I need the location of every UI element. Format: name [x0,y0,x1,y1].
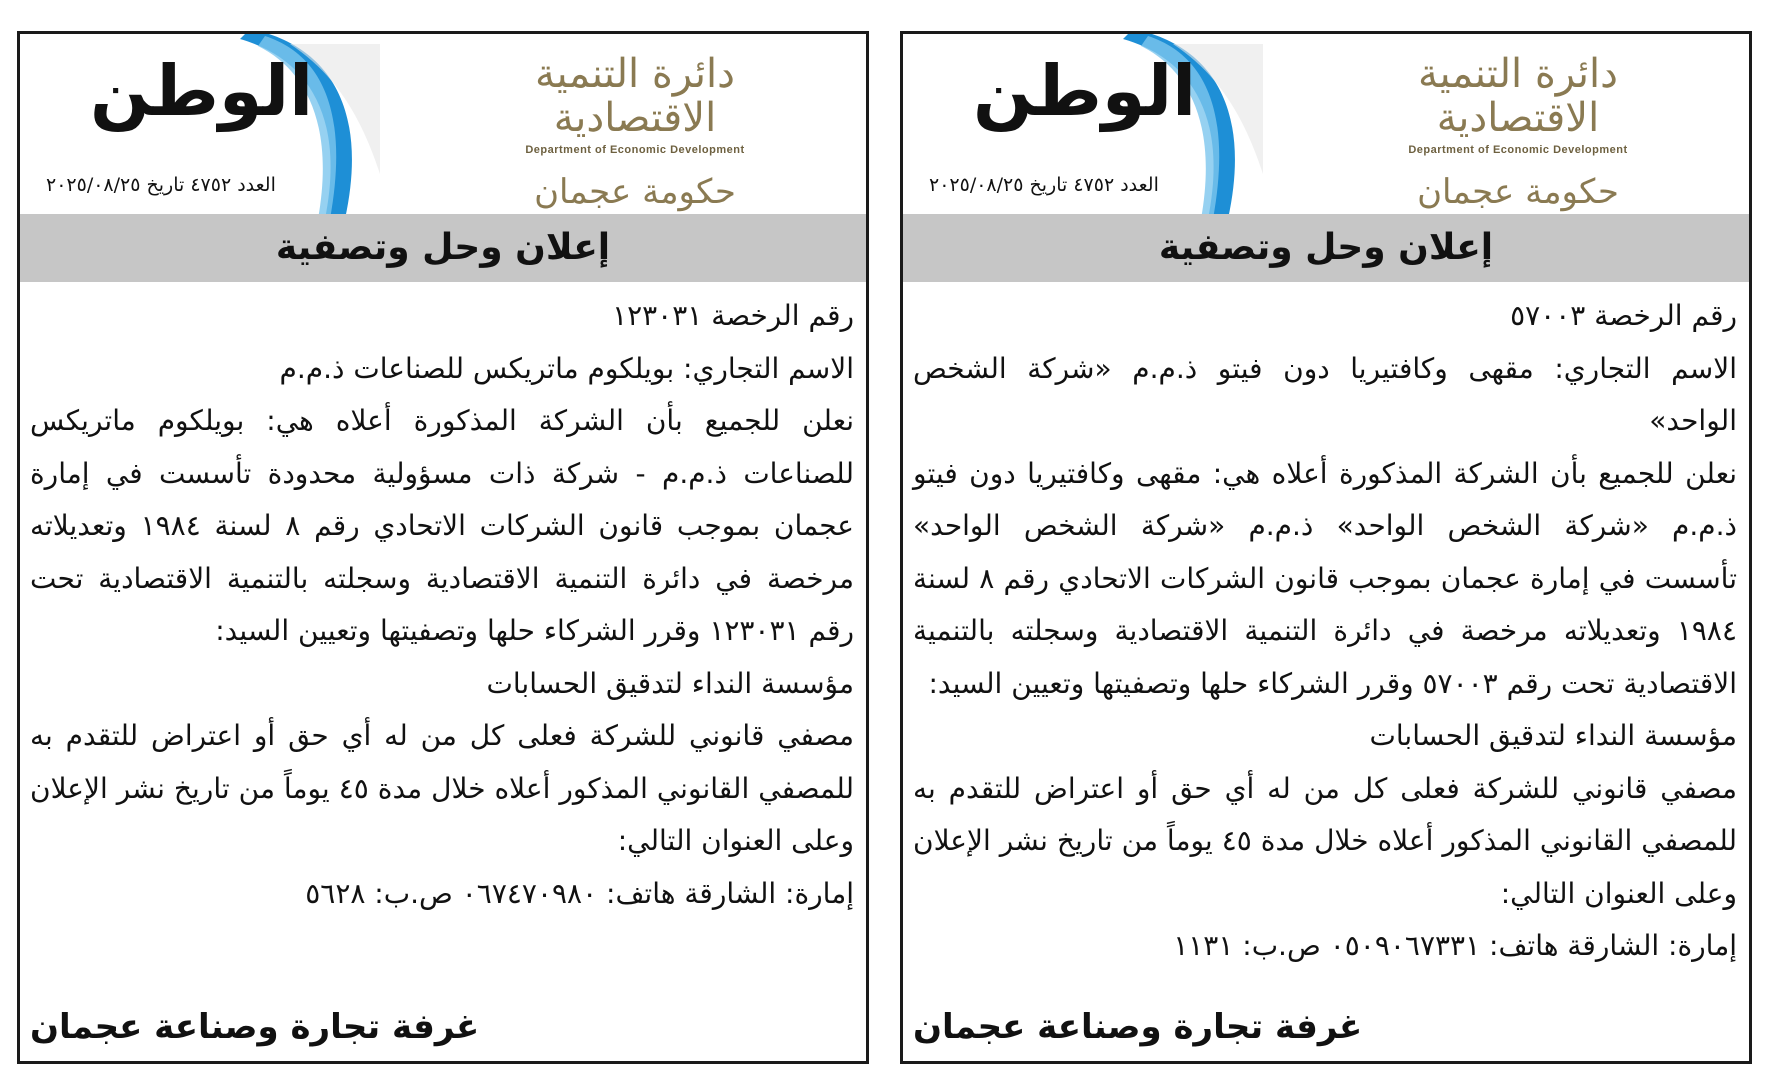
department-name-en: Department of Economic Development [525,144,745,156]
chamber-footer: غرفة تجارة وصناعة عجمان [913,1007,1363,1047]
announcement-paragraph: نعلن للجميع بأن الشركة المذكورة أعلاه هي: بويلكوم ماتريكس للصناعات ذ.م.م - شركة ذات مسؤولية محدودة تأسست في إمارة عجمان بموجب قانون الشركات الاتحادي رقم ٨ لسنة ١٩٨٤ وتعديلاته مرخصة في دائرة التنمية الاقتصادية وسجلته بالتنمية الاقتصادية تحت رقم ١٢٣٠٣١ وقرر الشركاء حلها وتصفيتها وتعيين السيد: [30,404,854,647]
department-name-en: Department of Economic Development [1408,144,1628,156]
alwatan-masthead [40,34,370,214]
notice-title: إعلان وحل وتصفية [1158,227,1494,268]
address-line: إمارة: الشارقة هاتف: ٠٦٧٤٧٠٩٨٠ ص.ب: ٥٦٢٨ [305,876,854,910]
objection-paragraph: مصفي قانوني للشركة فعلى كل من له أي حق أو اعتراض للتقدم به للمصفي القانوني المذكور أعلاه خلال مدة ٤٥ يوماً من تاريخ نشر الإعلان وعلى العنوان التالي: [913,771,1738,910]
license-number: رقم الرخصة ٥٧٠٠٣ [1510,299,1737,332]
license-number: رقم الرخصة ١٢٣٠٣١ [612,299,854,332]
department-name-ar: دائرة التنمية الاقتصادية [1418,51,1618,141]
notice-title-bar [20,214,866,282]
newspaper-name: الوطن [90,50,314,132]
government-emblem [1368,44,1668,212]
trade-name: الاسم التجاري: مقهى وكافتيريا دون فيتو ذ.م.م «شركة الشخص الواحد» [913,351,1737,437]
liquidator-name: مؤسسة النداء لتدقيق الحسابات [486,666,854,700]
notice-card-right [900,31,1752,1064]
notice-header [903,34,1749,214]
announcement-paragraph: نعلن للجميع بأن الشركة المذكورة أعلاه هي: مقهى وكافتيريا دون فيتو ذ.م.م «شركة الشخص الواحد» ذ.م.م «شركة الشخص الواحد» تأسست في إمارة عجمان بموجب قانون الشركات الاتحادي رقم ٨ لسنة ١٩٨٤ وتعديلاته مرخصة في دائرة التنمية الاقتصادية وسجلته بالتنمية الاقتصادية تحت رقم ٥٧٠٠٣ وقرر الشركاء حلها وتصفيتها وتعيين السيد: [913,456,1737,700]
trade-name: الاسم التجاري: بويلكوم ماتريكس للصناعات ذ.م.م [279,351,854,385]
government-name-ar: حكومة عجمان [534,172,736,212]
notice-title: إعلان وحل وتصفية [275,227,611,268]
alwatan-masthead [923,34,1253,214]
address-line: إمارة: الشارقة هاتف: ٠٥٠٩٠٦٧٣٣١ ص.ب: ١١٣١ [1173,929,1737,962]
government-name-ar: حكومة عجمان [1417,172,1619,212]
notice-header [20,34,866,214]
newspaper-name: الوطن [973,50,1197,132]
notice-title-bar [903,214,1749,282]
notice-body [913,290,1737,973]
objection-paragraph: مصفي قانوني للشركة فعلى كل من له أي حق أو اعتراض للتقدم به للمصفي القانوني المذكور أعلاه خلال مدة ٤٥ يوماً من تاريخ نشر الإعلان وعلى العنوان التالي: [30,719,855,857]
issue-date-line: العدد ٤٧٥٢ تاريخ ٢٠٢٥/٠٨/٢٥ [929,174,1159,196]
notice-body [30,290,854,920]
notice-card-left [17,31,869,1064]
department-name-ar: دائرة التنمية الاقتصادية [535,51,735,141]
issue-date-line: العدد ٤٧٥٢ تاريخ ٢٠٢٥/٠٨/٢٥ [46,174,276,196]
liquidator-name: مؤسسة النداء لتدقيق الحسابات [1369,719,1737,752]
chamber-footer: غرفة تجارة وصناعة عجمان [30,1007,480,1047]
government-emblem [485,44,785,212]
